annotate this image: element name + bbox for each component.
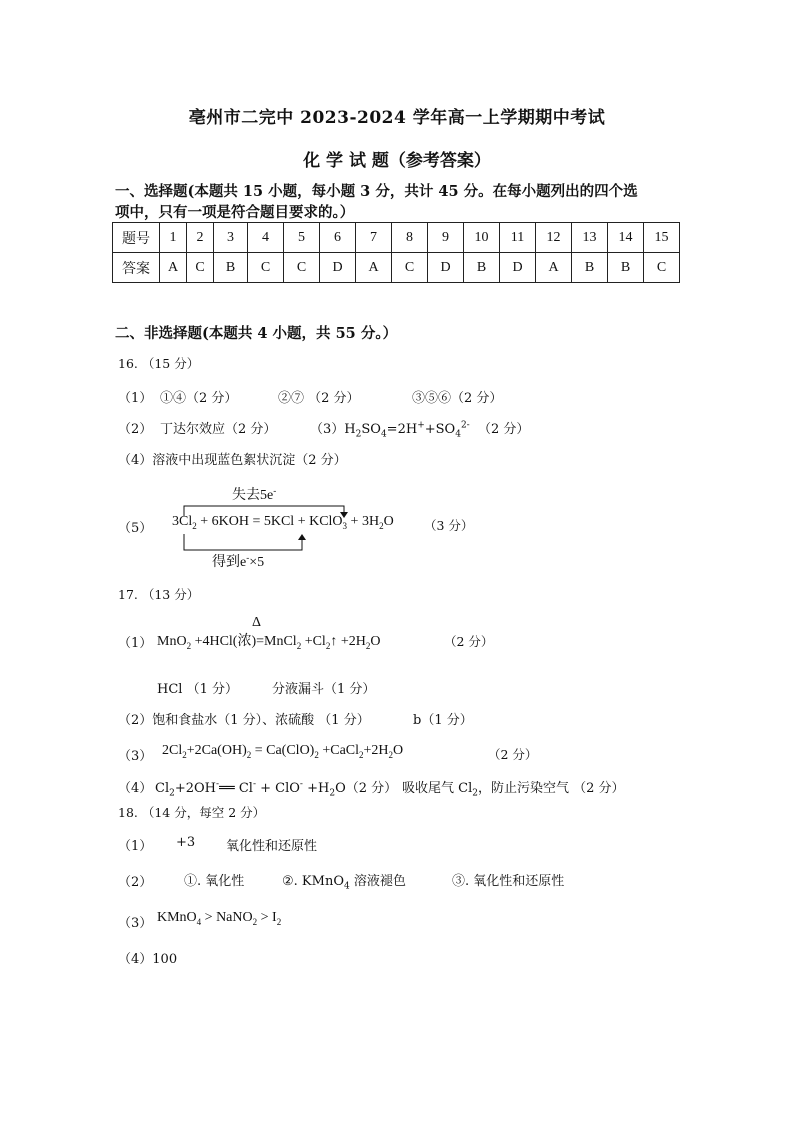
table-cell: D [500,253,536,283]
q17-p4-label: （4） [118,781,153,796]
q16-p1-answer-c: ③⑤⑥（2 分） [412,391,503,406]
q16-p2-answer: 丁达尔效应（2 分） [160,422,277,437]
q17-p1-equation: MnO$_2$ +4HCl(浓)=MnCl$_2$ $+Cl_2↑ +2H_2O$ [157,634,381,651]
q18-p1-label: （1） [118,839,153,854]
table-cell: 4 [248,223,284,253]
electron-gained-label: 得到e-×5 [212,552,265,570]
table-cell: D [320,253,356,283]
table-row [113,253,680,283]
table-cell: 7 [356,223,392,253]
table-cell: C [248,253,284,283]
q17-p2-answer-b: b（1 分） [413,713,473,728]
table-cell: A [536,253,572,283]
q16-p1-answer-b: ②⑦ （2 分） [278,391,360,406]
table-cell: C [392,253,428,283]
q17-p2-answer: （2）饱和食盐水（1 分）、浓硫酸 （1 分） [118,713,370,728]
table-cell: B [464,253,500,283]
q18-p2-answer-c: ③. 氧化性和还原性 [452,874,565,889]
table-cell: B [608,253,644,283]
table-cell: A [356,253,392,283]
page-subtitle: 化 学 试 题（参考答案） [303,151,491,171]
section2-heading: 二、非选择题(本题共 4 小题，共 55 分。） [115,325,398,342]
delta-symbol: Δ [252,615,262,630]
q16-p3-answer: $(3)H_2SO_4=2H^++SO_4^{2-}$ （2 分） [310,420,530,440]
electron-lost-label: 失去5e- [232,485,277,503]
q17-p3-label: （3） [118,749,153,764]
answer-table [112,222,680,283]
row-label-answer: 答案 [113,253,160,283]
table-cell: 8 [392,223,428,253]
q18-p1-answer-a: +3 [176,835,196,850]
q18-heading: 18. （14 分，每空 2 分） [118,805,266,820]
section1-heading-line2: 项中，只有一项是符合题目要求的。） [115,204,355,221]
q16-p5-score: （3 分） [424,518,474,533]
q18-p2-answer-b: ②. KMnO$_4$ 溶液褪色 [282,874,406,892]
table-cell: D [428,253,464,283]
q16-heading: 16. （15 分） [118,356,200,371]
section1-heading-line1: 一、选择题(本题共 15 小题，每小题 3 分，共计 45 分。在每小题列出的四个选 [115,183,638,200]
table-cell: 1 [160,223,187,253]
q17-p1-hcl: HCl （1 分） [157,682,238,697]
table-cell: 3 [214,223,248,253]
table-cell: 12 [536,223,572,253]
q17-heading: 17. （13 分） [118,587,200,602]
table-cell: A [160,253,187,283]
q16-p1-answer-a: ①④（2 分） [160,391,238,406]
table-cell: 15 [644,223,680,253]
q17-p4-equation: $Cl_2+2OH^-══$ $Cl^- + ClO^- +H_2O(2$ 分） [155,779,398,799]
table-cell: 5 [284,223,320,253]
q18-p2-answer-a: ①. 氧化性 [184,874,245,889]
q17-p1-funnel: 分液漏斗（1 分） [272,682,376,697]
q18-p1-answer-b: 氧化性和还原性 [226,839,318,854]
q18-p2-label: （2） [118,875,153,890]
q17-p4-answer-b: 吸收尾气 $Cl_2$，防止污染空气 （2 分） [402,781,625,799]
q16-p5-label: （5） [118,521,153,536]
redox-equation: $3Cl_2 + 6KOH = 5KCl$ + KClO$_3$ + $3H_2O$ [172,514,394,531]
q18-p4-answer: （4）100 [118,952,178,967]
q18-p3-label: （3） [118,916,153,931]
table-cell: 10 [464,223,500,253]
table-cell: 9 [428,223,464,253]
q17-p3-equation: $2Cl_2+2Ca(OH)_2 = Ca(ClO)_2$ $+CaCl_2+2H_2O$ [162,743,404,760]
table-cell: C [187,253,214,283]
table-row [113,223,680,253]
table-cell: B [214,253,248,283]
table-cell: C [644,253,680,283]
q16-p1-label: （1） [118,391,153,406]
q16-p3-label: （3） [310,422,345,437]
q17-p1-label: （1） [118,636,153,651]
table-cell: C [284,253,320,283]
table-cell: 11 [500,223,536,253]
table-cell: 6 [320,223,356,253]
table-cell: 14 [608,223,644,253]
row-label-number: 题号 [113,223,160,253]
q16-p4-answer: （4）溶液中出现蓝色絮状沉淀（2 分） [118,453,347,468]
q18-p3-equation: KMnO$_4$ > NaNO$_2$ > $I_2$ [157,910,282,927]
page-title: 亳州市二完中 2023-2024 学年高一上学期期中考试 [188,108,606,128]
q16-p2-label: （2） [118,422,153,437]
q17-p3-score: （2 分） [488,747,538,762]
table-cell: 13 [572,223,608,253]
table-cell: 2 [187,223,214,253]
q17-p1-score: （2 分） [444,634,494,649]
table-cell: B [572,253,608,283]
